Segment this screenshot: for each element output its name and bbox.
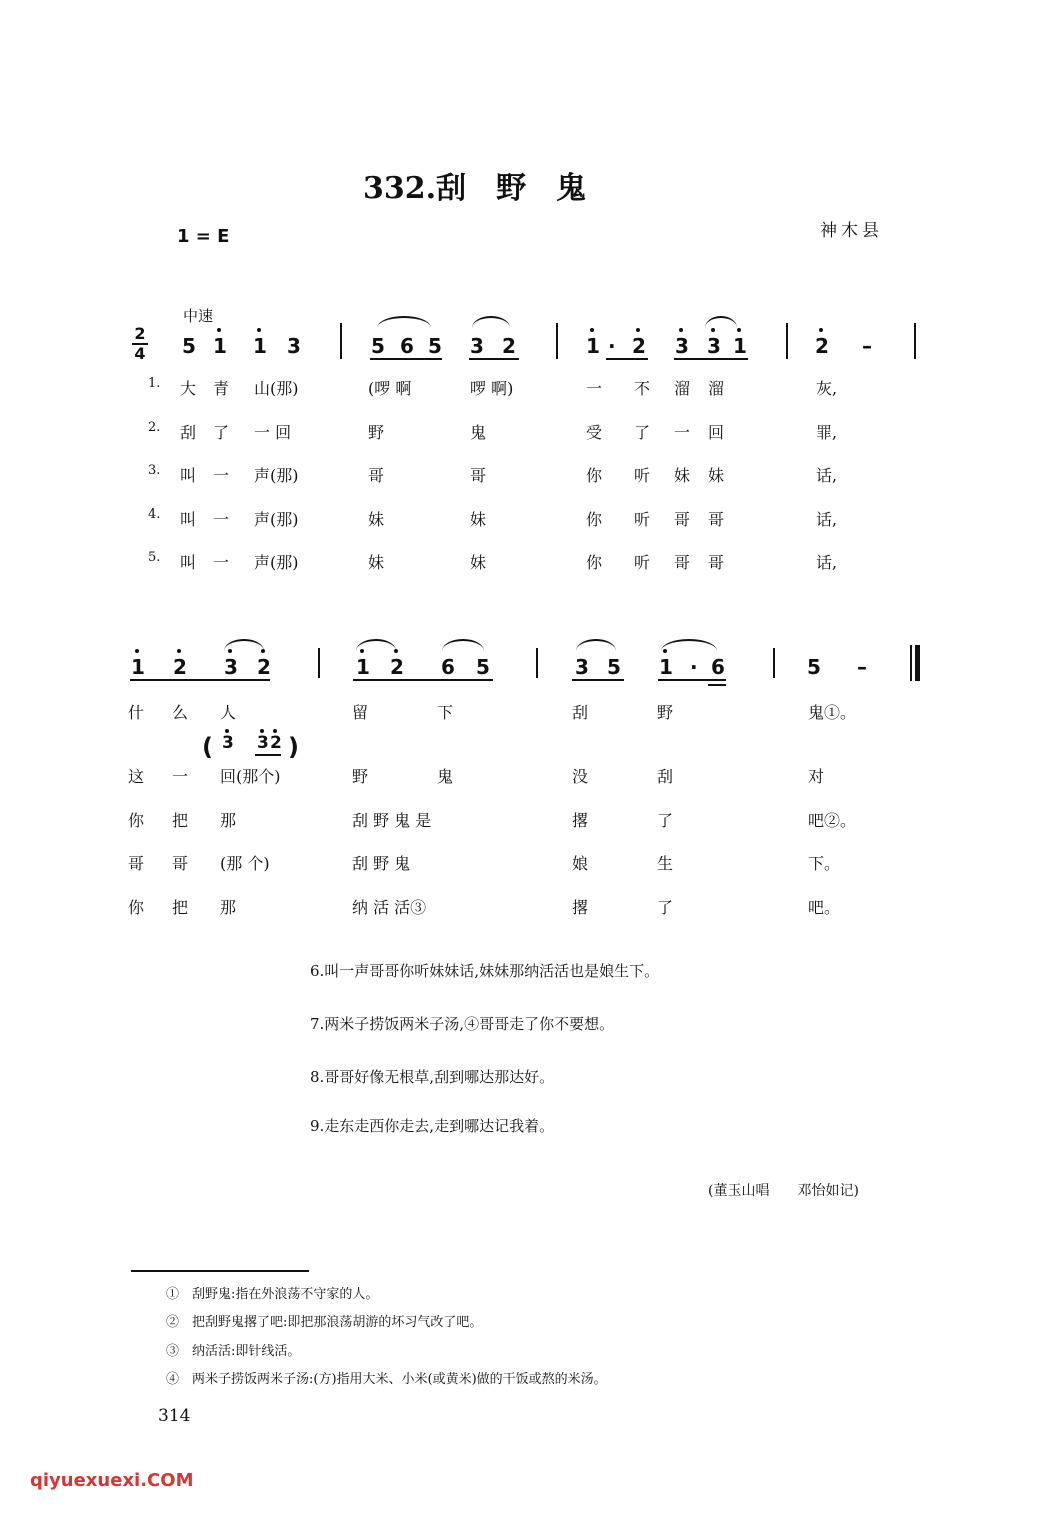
eighth-beam: [469, 358, 519, 360]
lyric-syllable: 溜: [674, 379, 691, 398]
lyric-syllable: 妹: [470, 553, 487, 572]
meter-top: 2: [134, 324, 146, 343]
key-signature: 1 = E: [177, 226, 230, 247]
footnote-2: ② 把刮野鬼撂了吧:即把那浪荡胡游的坏习气改了吧。: [166, 1315, 483, 1330]
lyric-syllable: 留: [352, 703, 369, 722]
high-octave-dot: [260, 729, 264, 733]
lyric-syllable: 声(那): [254, 466, 299, 485]
lyric-syllable: 鬼: [470, 423, 487, 442]
high-octave-dot: [636, 328, 640, 332]
lyric-syllable: 你: [586, 510, 603, 529]
eighth-beam: [606, 358, 648, 360]
note: 5: [371, 334, 385, 358]
note: 2: [390, 655, 404, 679]
lyric-syllable: 你: [128, 898, 145, 917]
barline: [773, 648, 775, 678]
final-barline-thin: [910, 645, 912, 681]
lyric-syllable: 下: [437, 703, 454, 722]
lyric-syllable: 一: [213, 553, 230, 572]
lyric-syllable: 那: [220, 898, 237, 917]
slur: [661, 639, 717, 651]
lyric-syllable: 回(那个): [220, 767, 281, 786]
lyric-syllable: 溜: [708, 379, 725, 398]
lyric-syllable: 了: [657, 898, 674, 917]
tempo-marking: 中速: [183, 307, 214, 325]
footnote-4: ④ 两米子捞饭两米子汤:(方)指用大米、小米(或黄米)做的干饭或熬的米汤。: [166, 1372, 607, 1387]
lyric-syllable: 没: [572, 767, 589, 786]
note: ·: [690, 655, 698, 679]
eighth-beam: [674, 358, 748, 360]
note: 3: [287, 334, 301, 358]
note: 3: [675, 334, 689, 358]
song-name: 刮 野 鬼: [436, 171, 587, 206]
lyric-syllable: 刮: [657, 767, 674, 786]
lyric-syllable: 青: [213, 379, 230, 398]
high-octave-dot: [217, 328, 221, 332]
verse-6: 6.叫一声哥哥你听妹妹话,妹妹那纳活活也是娘生下。: [310, 962, 660, 980]
verse-8: 8.哥哥好像无根草,刮到哪达那达好。: [310, 1068, 555, 1086]
barline: [536, 648, 538, 678]
lyric-syllable: 听: [634, 466, 651, 485]
verse-7: 7.两米子捞饭两米子汤,④哥哥走了你不要想。: [310, 1015, 615, 1033]
note: 5: [428, 334, 442, 358]
alt-note: (: [202, 733, 213, 761]
note: –: [862, 334, 872, 358]
lyric-syllable: 话,: [816, 510, 838, 529]
lyric-syllable: 罪,: [816, 423, 838, 442]
lyric-syllable: 了: [634, 423, 651, 442]
lyric-syllable: 你: [586, 466, 603, 485]
note: 5: [182, 334, 196, 358]
eighth-beam: [370, 358, 442, 360]
slur: [472, 316, 510, 328]
lyric-syllable: 鬼: [437, 767, 454, 786]
lyric-syllable: 话,: [816, 553, 838, 572]
lyric-syllable: 话,: [816, 466, 838, 485]
lyric-syllable: 野: [352, 767, 369, 786]
lyric-syllable: 哥: [674, 553, 691, 572]
high-octave-dot: [135, 649, 139, 653]
lyric-syllable: 一: [674, 423, 691, 442]
note: 1: [659, 655, 673, 679]
high-octave-dot: [257, 328, 261, 332]
high-octave-dot: [819, 328, 823, 332]
lyric-syllable: 刮 野 鬼 是: [352, 811, 432, 830]
barline: [318, 648, 320, 678]
note: 5: [607, 655, 621, 679]
lyric-syllable: 一: [172, 767, 189, 786]
slur: [442, 639, 484, 651]
lyric-syllable: 纳 活 活③: [352, 898, 427, 917]
lyric-syllable: 你: [586, 553, 603, 572]
lyric-syllable: 刮: [180, 423, 197, 442]
alt-note: 2: [270, 733, 282, 753]
lyric-syllable: 一: [213, 466, 230, 485]
alt-note: ): [288, 733, 299, 761]
eighth-beam: [572, 679, 624, 681]
lyric-syllable: 听: [634, 553, 651, 572]
lyric-syllable: 回: [708, 423, 725, 442]
lyric-syllable: 哥: [128, 854, 145, 873]
lyric-syllable: 哥: [674, 510, 691, 529]
note: 3: [224, 655, 238, 679]
note: 3: [707, 334, 721, 358]
barline: [340, 323, 342, 359]
alt-note: 3: [257, 733, 269, 753]
lyric-syllable: 妹: [368, 510, 385, 529]
sixteenth-beam: [708, 684, 726, 686]
lyric-syllable: 妹: [470, 510, 487, 529]
barline: [786, 323, 788, 359]
high-octave-dot: [711, 328, 715, 332]
high-octave-dot: [590, 328, 594, 332]
eighth-beam: [130, 679, 270, 681]
lyric-syllable: 妹: [708, 466, 725, 485]
high-octave-dot: [679, 328, 683, 332]
lyric-syllable: 撂: [572, 811, 589, 830]
lyric-syllable: 了: [213, 423, 230, 442]
lyric-syllable: 刮 野 鬼: [352, 854, 411, 873]
footnote-1: ① 刮野鬼:指在外浪荡不守家的人。: [166, 1287, 379, 1302]
lyric-syllable: 叫: [180, 466, 197, 485]
lyric-syllable: 哥: [708, 553, 725, 572]
alt-note: 3: [222, 733, 234, 753]
lyric-syllable: 了: [657, 811, 674, 830]
lyric-syllable: 野: [368, 423, 385, 442]
lyric-syllable: 声(那): [254, 553, 299, 572]
lyric-syllable: 这: [128, 767, 145, 786]
meter-bottom: 4: [134, 344, 146, 363]
eighth-beam: [255, 754, 281, 756]
lyric-syllable: 娘: [572, 854, 589, 873]
song-title: [363, 163, 586, 207]
page-number: 314: [158, 1406, 191, 1426]
note: –: [857, 655, 867, 679]
high-octave-dot: [273, 729, 277, 733]
slur: [705, 316, 737, 328]
slur: [224, 639, 264, 651]
slur: [377, 316, 431, 328]
high-octave-dot: [177, 649, 181, 653]
lyric-syllable: 3.: [148, 463, 161, 478]
lyric-syllable: 一: [586, 379, 603, 398]
note: 3: [470, 334, 484, 358]
lyric-syllable: 叫: [180, 510, 197, 529]
performer-credit: (董玉山唱 邓怡如记): [708, 1183, 859, 1199]
lyric-syllable: 你: [128, 811, 145, 830]
note: ·: [608, 334, 616, 358]
lyric-syllable: 一: [213, 510, 230, 529]
note: 2: [257, 655, 271, 679]
lyric-syllable: 哥: [470, 466, 487, 485]
note: 6: [400, 334, 414, 358]
lyric-syllable: 1.: [148, 376, 161, 391]
note: 3: [575, 655, 589, 679]
note: 1: [586, 334, 600, 358]
note: 6: [711, 655, 725, 679]
note: 1: [131, 655, 145, 679]
lyric-syllable: 哥: [708, 510, 725, 529]
note: 1: [356, 655, 370, 679]
note: 2: [815, 334, 829, 358]
eighth-beam: [353, 679, 493, 681]
barline: [556, 323, 558, 359]
lyric-syllable: 叫: [180, 553, 197, 572]
lyric-syllable: (那 个): [220, 854, 270, 873]
eighth-beam: [658, 679, 726, 681]
lyric-syllable: 不: [634, 379, 651, 398]
lyric-syllable: 把: [172, 811, 189, 830]
lyric-syllable: 妹: [674, 466, 691, 485]
note: 2: [502, 334, 516, 358]
note: 5: [807, 655, 821, 679]
lyric-syllable: 5.: [148, 550, 161, 565]
lyric-syllable: 鬼①。: [808, 703, 857, 722]
lyric-syllable: 哥: [172, 854, 189, 873]
lyric-syllable: 吧②。: [808, 811, 857, 830]
note: 6: [441, 655, 455, 679]
lyric-syllable: 么: [172, 703, 189, 722]
high-octave-dot: [737, 328, 741, 332]
lyric-syllable: 2.: [148, 420, 161, 435]
slur: [576, 639, 616, 651]
high-octave-dot: [225, 729, 229, 733]
region-label: 神木县: [820, 221, 883, 241]
lyric-syllable: 吧。: [808, 898, 841, 917]
note: 2: [173, 655, 187, 679]
lyric-syllable: 那: [220, 811, 237, 830]
lyric-syllable: (啰 啊: [368, 379, 412, 398]
slur: [356, 639, 396, 651]
site-watermark: qiyuexuexi.COM: [30, 1470, 194, 1491]
final-barline-thick: [915, 645, 920, 681]
lyric-syllable: 灰,: [816, 379, 838, 398]
lyric-syllable: 下。: [808, 854, 841, 873]
lyric-syllable: 人: [220, 703, 237, 722]
footnote-rule: [131, 1270, 309, 1272]
lyric-syllable: 山(那): [254, 379, 299, 398]
barline: [914, 323, 916, 359]
lyric-syllable: 啰 啊): [470, 379, 514, 398]
time-signature: [131, 325, 149, 363]
lyric-syllable: 一 回: [254, 423, 292, 442]
lyric-syllable: 生: [657, 854, 674, 873]
note: 1: [253, 334, 267, 358]
lyric-syllable: 哥: [368, 466, 385, 485]
lyric-syllable: 妹: [368, 553, 385, 572]
lyric-syllable: 受: [586, 423, 603, 442]
song-number: 332.: [363, 171, 437, 206]
lyric-syllable: 刮: [572, 703, 589, 722]
note: 5: [476, 655, 490, 679]
verse-9: 9.走东走西你走去,走到哪达记我着。: [310, 1117, 555, 1135]
lyric-syllable: 4.: [148, 507, 161, 522]
lyric-syllable: 什: [128, 703, 145, 722]
lyric-syllable: 野: [657, 703, 674, 722]
footnote-3: ③ 纳活活:即针线活。: [166, 1344, 301, 1359]
lyric-syllable: 对: [808, 767, 825, 786]
lyric-syllable: 大: [180, 379, 197, 398]
lyric-syllable: 声(那): [254, 510, 299, 529]
lyric-syllable: 把: [172, 898, 189, 917]
note: 2: [632, 334, 646, 358]
lyric-syllable: 听: [634, 510, 651, 529]
note: 1: [213, 334, 227, 358]
note: 1: [733, 334, 747, 358]
lyric-syllable: 撂: [572, 898, 589, 917]
